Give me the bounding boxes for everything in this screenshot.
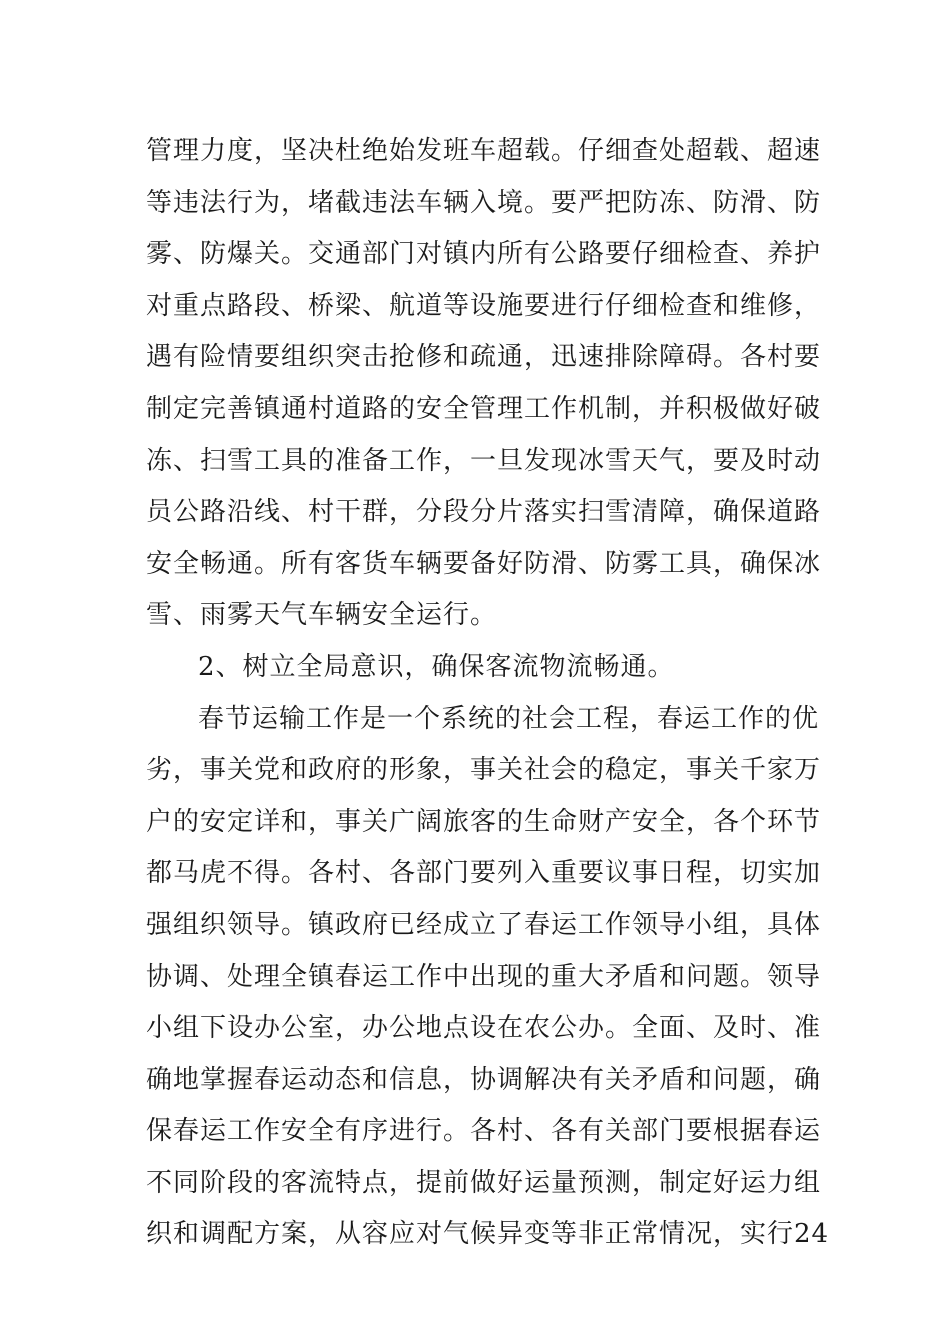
- text-line: 都马虎不得。各村、各部门要列入重要议事日程，切实加: [146, 858, 822, 889]
- section-heading: 2、树立全局意识，确保客流物流畅通。: [198, 651, 675, 682]
- text-line: 安全畅通。所有客货车辆要备好防滑、防雾工具，确保冰: [146, 548, 822, 579]
- text-line: 协调、处理全镇春运工作中出现的重大矛盾和问题。领导: [146, 961, 822, 992]
- text-line: 等违法行为，堵截违法车辆入境。要严把防冻、防滑、防: [146, 187, 822, 218]
- text-line: 员公路沿线、村干群，分段分片落实扫雪清障，确保道路: [146, 497, 822, 528]
- text-line: 小组下设办公室，办公地点设在农公办。全面、及时、准: [146, 1013, 822, 1044]
- text-line: 制定完善镇通村道路的安全管理工作机制，并积极做好破: [146, 393, 822, 424]
- text-line: 保春运工作安全有序进行。各村、各有关部门要根据春运: [146, 1116, 822, 1147]
- text-line: 雾、防爆关。交通部门对镇内所有公路要仔细检查、养护: [146, 239, 822, 270]
- text-line: 劣，事关党和政府的形象，事关社会的稳定，事关千家万: [146, 755, 822, 786]
- body-text: [146, 126, 830, 1261]
- text-line: 雪、雨雾天气车辆安全运行。: [146, 600, 498, 631]
- text-line: 强组织领导。镇政府已经成立了春运工作领导小组，具体: [146, 909, 822, 940]
- text-line: 户的安定详和，事关广阔旅客的生命财产安全，各个环节: [146, 806, 822, 837]
- text-line: 春节运输工作是一个系统的社会工程，春运工作的优: [198, 703, 820, 734]
- text-line: 织和调配方案，从容应对气候异变等非正常情况，实行24: [146, 1219, 830, 1250]
- text-line: 管理力度，坚决杜绝始发班车超载。仔细查处超载、超速: [146, 136, 822, 166]
- text-line: 冻、扫雪工具的准备工作，一旦发现冰雪天气，要及时动: [146, 445, 822, 476]
- text-line: 对重点路段、桥梁、航道等设施要进行仔细检查和维修，: [146, 290, 822, 321]
- text-line: 不同阶段的客流特点，提前做好运量预测，制定好运力组: [146, 1167, 822, 1198]
- text-line: 遇有险情要组织突击抢修和疏通，迅速排除障碍。各村要: [146, 342, 822, 373]
- text-line: 确地掌握春运动态和信息，协调解决有关矛盾和问题，确: [146, 1064, 822, 1095]
